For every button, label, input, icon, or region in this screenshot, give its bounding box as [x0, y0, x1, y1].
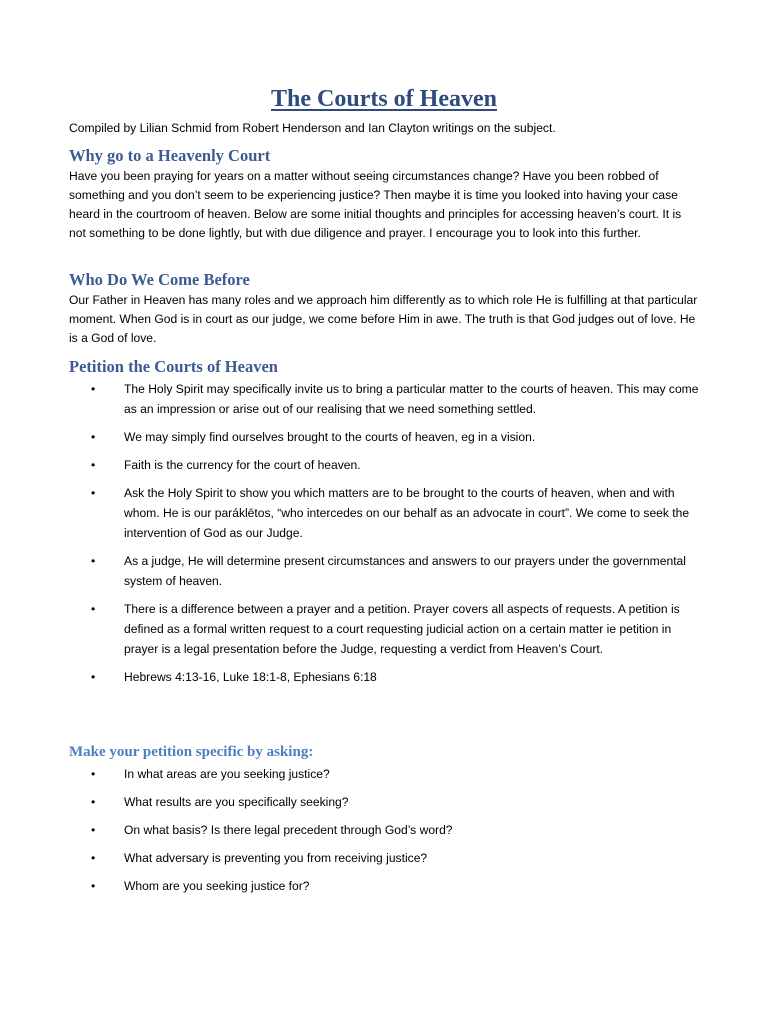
list-item [69, 820, 701, 840]
section-paragraph-why: Have you been praying for years on a matter without seeing circumstances change? Have you been robbed of something and you don’t seem to be experiencing justice? Then maybe it is time you looked into having your case heard in the courtroom of heaven. Below are some initial thoughts and principles for accessing heaven’s court. It is not something to be done lightly, but with due diligence and prayer. I encourage you to look into this further. [69, 169, 682, 240]
specific-bullet-list [69, 764, 701, 896]
list-item [69, 792, 701, 812]
list-item [69, 427, 701, 447]
bullet-dot: • [91, 670, 96, 684]
list-item-text: There is a difference between a prayer and a petition. Prayer covers all aspects of requests. A petition is defined as a formal written request to a court requesting judicial action on a certain matter ie petition in prayer is a legal presentation before the Judge, requesting a verdict from Heaven’s Court. [124, 602, 680, 656]
list-item-text: Ask the Holy Spirit to show you which matters are to be brought to the courts of heaven, when and with whom. He is our paráklētos, “who intercedes on our behalf as an advocate in court”. We come to seek the intervention of God as our Judge. [124, 486, 690, 540]
list-item-text: The Holy Spirit may specifically invite us to bring a particular matter to the courts of heaven. This may come as an impression or arise out of our realising that we need something settled. [124, 382, 699, 416]
list-item-text: What results are you specifically seeking? [124, 795, 349, 809]
list-item-text: In what areas are you seeking justice? [124, 767, 330, 781]
list-item [69, 764, 701, 784]
bullet-dot: • [91, 430, 96, 444]
subtitle: Compiled by Lilian Schmid from Robert Henderson and Ian Clayton writings on the subject. [69, 121, 556, 135]
bullet-dot: • [91, 382, 96, 396]
list-item [69, 599, 701, 659]
list-item-text: Hebrews 4:13-16, Luke 18:1-8, Ephesians 6:18 [124, 670, 377, 684]
section-heading-why: Why go to a Heavenly Court [69, 146, 271, 165]
bullet-dot: • [91, 554, 96, 568]
bullet-dot: • [91, 767, 96, 781]
bullet-dot: • [91, 458, 96, 472]
list-item [69, 667, 701, 687]
list-item-text: Whom are you seeking justice for? [124, 879, 310, 893]
bullet-dot: • [91, 823, 96, 837]
bullet-dot: • [91, 879, 96, 893]
section-heading-who: Who Do We Come Before [69, 270, 250, 289]
list-item-text: We may simply find ourselves brought to the courts of heaven, eg in a vision. [124, 430, 536, 444]
bullet-dot: • [91, 602, 96, 616]
list-item [69, 455, 701, 475]
section-paragraph-who: Our Father in Heaven has many roles and we approach him differently as to which role He is fulfilling at that particular moment. When God is in court as our judge, we come before Him in awe. The truth is that God judges out of love. He is a God of love. [69, 293, 698, 345]
list-item [69, 551, 701, 591]
list-item-text: What adversary is preventing you from receiving justice? [124, 851, 428, 865]
list-item [69, 848, 701, 868]
section-heading-specific: Make your petition specific by asking: [69, 744, 314, 760]
list-item [69, 379, 701, 419]
page-title: The Courts of Heaven [271, 86, 497, 112]
section-heading-petition: Petition the Courts of Heaven [69, 357, 278, 376]
bullet-dot: • [91, 486, 96, 500]
list-item-text: As a judge, He will determine present circumstances and answers to our prayers under the governmental system of heaven. [124, 554, 686, 588]
petition-bullet-list [69, 379, 701, 687]
list-item-text: On what basis? Is there legal precedent through God’s word? [124, 823, 453, 837]
list-item-text: Faith is the currency for the court of heaven. [124, 458, 361, 472]
list-item [69, 483, 701, 543]
list-item [69, 876, 701, 896]
bullet-dot: • [91, 795, 96, 809]
bullet-dot: • [91, 851, 96, 865]
